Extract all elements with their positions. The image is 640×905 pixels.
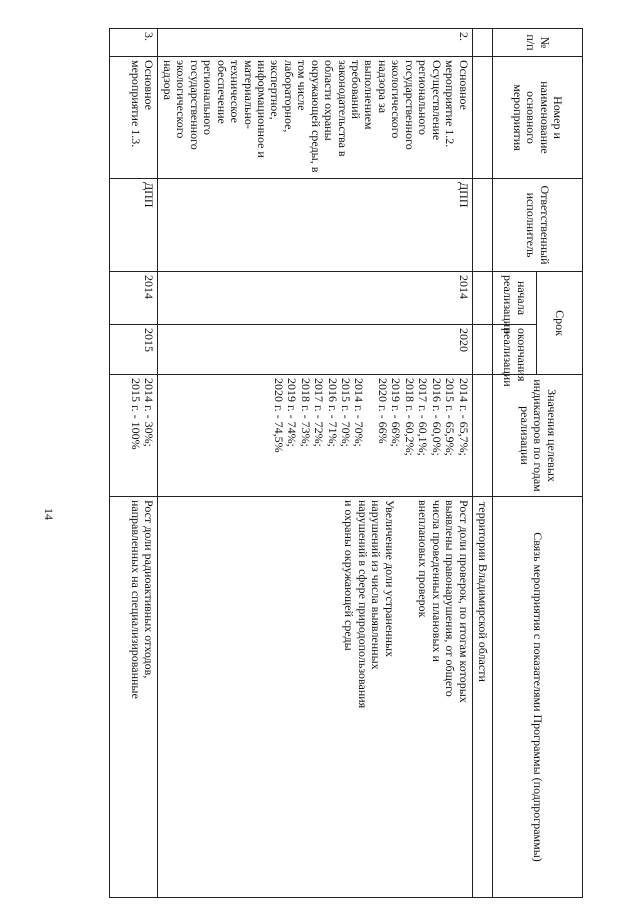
name-line: надзора xyxy=(160,60,175,100)
link-line: выявлены правонарушения, от общего xyxy=(443,500,458,697)
row-number: 3. xyxy=(110,29,158,57)
responsible: ДПП xyxy=(158,179,472,272)
header-values: Значения целевых индикаторов по годам реализации xyxy=(493,375,583,497)
name-line: информационное и xyxy=(255,60,269,158)
link-line: Рост доли радиоактивных отходов, xyxy=(142,500,157,679)
name-line: окружающей среды, в xyxy=(308,60,323,173)
name-line: техническое xyxy=(228,60,243,123)
value-line: 2016 г. - 60,0%; xyxy=(429,378,444,456)
name-line: требований xyxy=(349,60,364,119)
activities-table xyxy=(110,28,584,898)
name-line: том числе xyxy=(295,60,310,111)
link-line: и охраны окружающей среды xyxy=(342,500,357,651)
name-line: Осуществление xyxy=(429,60,444,141)
header-term: Срок xyxy=(537,272,583,375)
name-line: регионального xyxy=(201,60,216,136)
name-line: области охраны xyxy=(322,60,337,141)
value-line: 2018 г. - 60,2%; xyxy=(402,378,417,456)
value-line: 2014 г. - 70%; xyxy=(352,378,367,447)
activity-name xyxy=(110,57,158,179)
link-line: нарушений в сфере природопользования xyxy=(355,500,370,709)
term-end: 2020 xyxy=(158,325,472,375)
value-line: 2014 г. - 30%; xyxy=(142,378,157,447)
name-line: экспертное, xyxy=(268,60,283,120)
name-line: материально- xyxy=(241,60,256,129)
activity-name xyxy=(158,57,472,179)
table-row xyxy=(158,29,472,898)
name-line: законодательства в xyxy=(335,60,350,157)
value-line: 2017 г. - 72%; xyxy=(312,378,327,447)
value-line: 2014 г. - 65,7%; xyxy=(456,378,471,456)
link-line: числа проведенных плановых и xyxy=(429,500,444,662)
name-line: экологического xyxy=(389,60,404,139)
header-responsible: Ответственный исполнитель xyxy=(493,179,583,272)
link-line: направленных на специализированные xyxy=(129,500,144,699)
header-row xyxy=(537,29,583,898)
name-line: выполнением xyxy=(362,60,377,130)
name-line: государственного xyxy=(402,60,417,150)
rotated-table-page xyxy=(129,28,583,898)
value-line: 2018 г. - 73%; xyxy=(298,378,313,447)
term-start: 2014 xyxy=(158,272,472,325)
row-number: 2. xyxy=(158,29,472,57)
term-end: 2015 xyxy=(110,325,158,375)
name-line: государственного xyxy=(187,60,202,150)
value-line: 2015 г. - 65,9%; xyxy=(443,378,458,456)
name-line: регионального xyxy=(416,60,431,136)
region-row xyxy=(472,29,492,898)
link-line: нарушений из числа выявленных xyxy=(369,500,384,670)
table-row xyxy=(110,29,158,898)
name-line: экологического xyxy=(174,60,189,139)
value-line: 2020 г. - 74,5% xyxy=(271,378,286,453)
target-values xyxy=(158,375,472,497)
term-start: 2014 xyxy=(110,272,158,325)
name-line: лабораторное, xyxy=(281,60,296,133)
header-link: Связь мероприятия с показателями Программы (подпрограммы) xyxy=(493,497,583,898)
value-line: 2017 г. - 60,1%; xyxy=(416,378,431,456)
value-line: 2016 г. - 71%; xyxy=(325,378,340,447)
link-line: внеплановых проверок xyxy=(416,500,431,618)
name-line: обеспечение xyxy=(214,60,229,124)
value-line: 2019 г. - 74%; xyxy=(285,378,300,447)
responsible: ДПП xyxy=(110,179,158,272)
header-no: № п/п xyxy=(493,29,583,57)
value-line: 2020 г. - 66% xyxy=(375,378,390,444)
value-line: 2019 г. - 66%; xyxy=(389,378,404,447)
program-link xyxy=(110,497,158,898)
name-line: Основное мероприятие 1.2. xyxy=(443,60,471,148)
value-line: 2015 г. - 100% xyxy=(129,378,144,450)
page-number: 14 xyxy=(42,508,56,520)
link-line: Рост доли проверок, по итогам которых xyxy=(456,500,471,703)
name-line: надзора за xyxy=(375,60,390,114)
target-values xyxy=(110,375,158,497)
link-line: Увеличение доли устраненных xyxy=(382,500,397,658)
program-link xyxy=(158,497,472,898)
region-text: территории Владимирской области xyxy=(472,497,492,898)
header-term-start: начала реализации xyxy=(493,272,537,325)
header-name: Номер и наименование основного мероприятия xyxy=(493,57,583,179)
name-line: Основное мероприятие 1.3. xyxy=(129,60,157,148)
header-term-end: окончания реализации xyxy=(493,325,537,375)
value-line: 2015 г. - 70%; xyxy=(339,378,354,447)
